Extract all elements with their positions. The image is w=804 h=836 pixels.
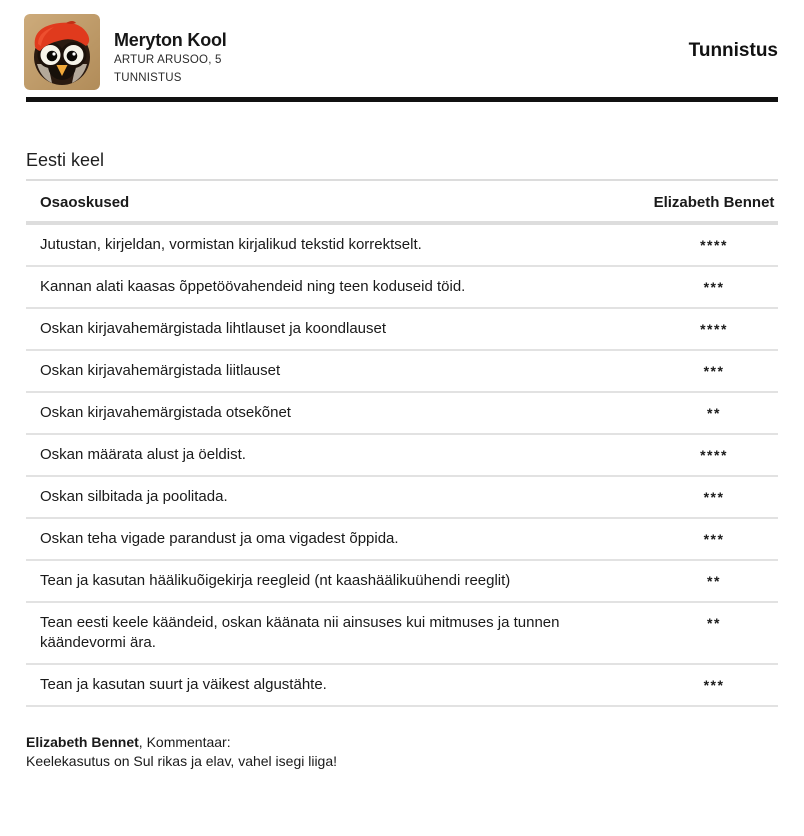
header-divider — [26, 97, 778, 102]
rating-stars: ** — [707, 615, 721, 631]
student-class-line: ARTUR ARUSOO, 5 — [114, 54, 222, 66]
table-row — [26, 477, 778, 519]
table-row — [26, 665, 778, 707]
rating-stars: *** — [703, 363, 725, 379]
table-row — [26, 561, 778, 603]
skill-description: Oskan teha vigade parandust ja oma vigadest õppida. — [40, 530, 399, 547]
skill-description: Oskan silbitada ja poolitada. — [40, 488, 228, 505]
comment-author: Elizabeth Bennet — [26, 734, 139, 750]
table-row — [26, 435, 778, 477]
comment-label: , Kommentaar: — [138, 734, 231, 750]
document-type-line: TUNNISTUS — [114, 72, 182, 84]
school-name: Meryton Kool — [114, 30, 227, 50]
rater-column-header: Elizabeth Bennet — [653, 194, 775, 211]
comment-heading — [26, 733, 778, 752]
table-row — [26, 393, 778, 435]
rating-stars: *** — [703, 489, 725, 505]
table-row — [26, 225, 778, 267]
table-header-row — [26, 181, 778, 225]
owl-with-red-beret-icon — [24, 14, 100, 90]
rating-stars: ** — [707, 405, 721, 421]
skill-description: Tean ja kasutan suurt ja väikest algustähte. — [40, 676, 327, 693]
table-row — [26, 519, 778, 561]
skill-description: Oskan kirjavahemärgistada lihtlauset ja koondlauset — [40, 320, 387, 337]
rating-stars: **** — [700, 447, 728, 463]
skills-table — [26, 179, 778, 707]
school-logo — [24, 14, 100, 90]
skills-column-header: Osaoskused — [40, 194, 130, 211]
comment-text: Keelekasutus on Sul rikas ja elav, vahel isegi liiga! — [26, 753, 338, 769]
subject-section-title: Eesti keel — [26, 150, 105, 170]
table-row — [26, 603, 778, 665]
document-title: Tunnistus — [688, 40, 778, 61]
skill-description: Tean eesti keele käändeid, oskan käänata nii ainsuses kui mitmuses ja tunnen käändevormi ära. — [40, 614, 560, 651]
skill-description: Kannan alati kaasas õppetöövahendeid ning teen koduseid töid. — [40, 278, 466, 295]
table-row — [26, 267, 778, 309]
rating-stars: **** — [700, 237, 728, 253]
rating-stars: *** — [703, 677, 725, 693]
skill-description: Jutustan, kirjeldan, vormistan kirjalikud tekstid korrektselt. — [40, 236, 422, 253]
teacher-comment-block — [26, 733, 778, 771]
rating-stars: ** — [707, 573, 721, 589]
skill-description: Oskan kirjavahemärgistada liitlauset — [40, 362, 281, 379]
skill-description: Tean ja kasutan häälikuõigekirja reegleid (nt kaashäälikuühendi reeglit) — [40, 572, 511, 589]
school-text-block — [100, 14, 227, 90]
document-header — [26, 14, 778, 90]
table-row — [26, 309, 778, 351]
school-brand — [26, 14, 227, 90]
skill-description: Oskan kirjavahemärgistada otsekõnet — [40, 404, 291, 421]
skill-description: Oskan määrata alust ja öeldist. — [40, 446, 246, 463]
rating-stars: **** — [700, 321, 728, 337]
rating-stars: *** — [703, 531, 725, 547]
rating-stars: *** — [703, 279, 725, 295]
table-row — [26, 351, 778, 393]
table-body — [26, 225, 778, 707]
